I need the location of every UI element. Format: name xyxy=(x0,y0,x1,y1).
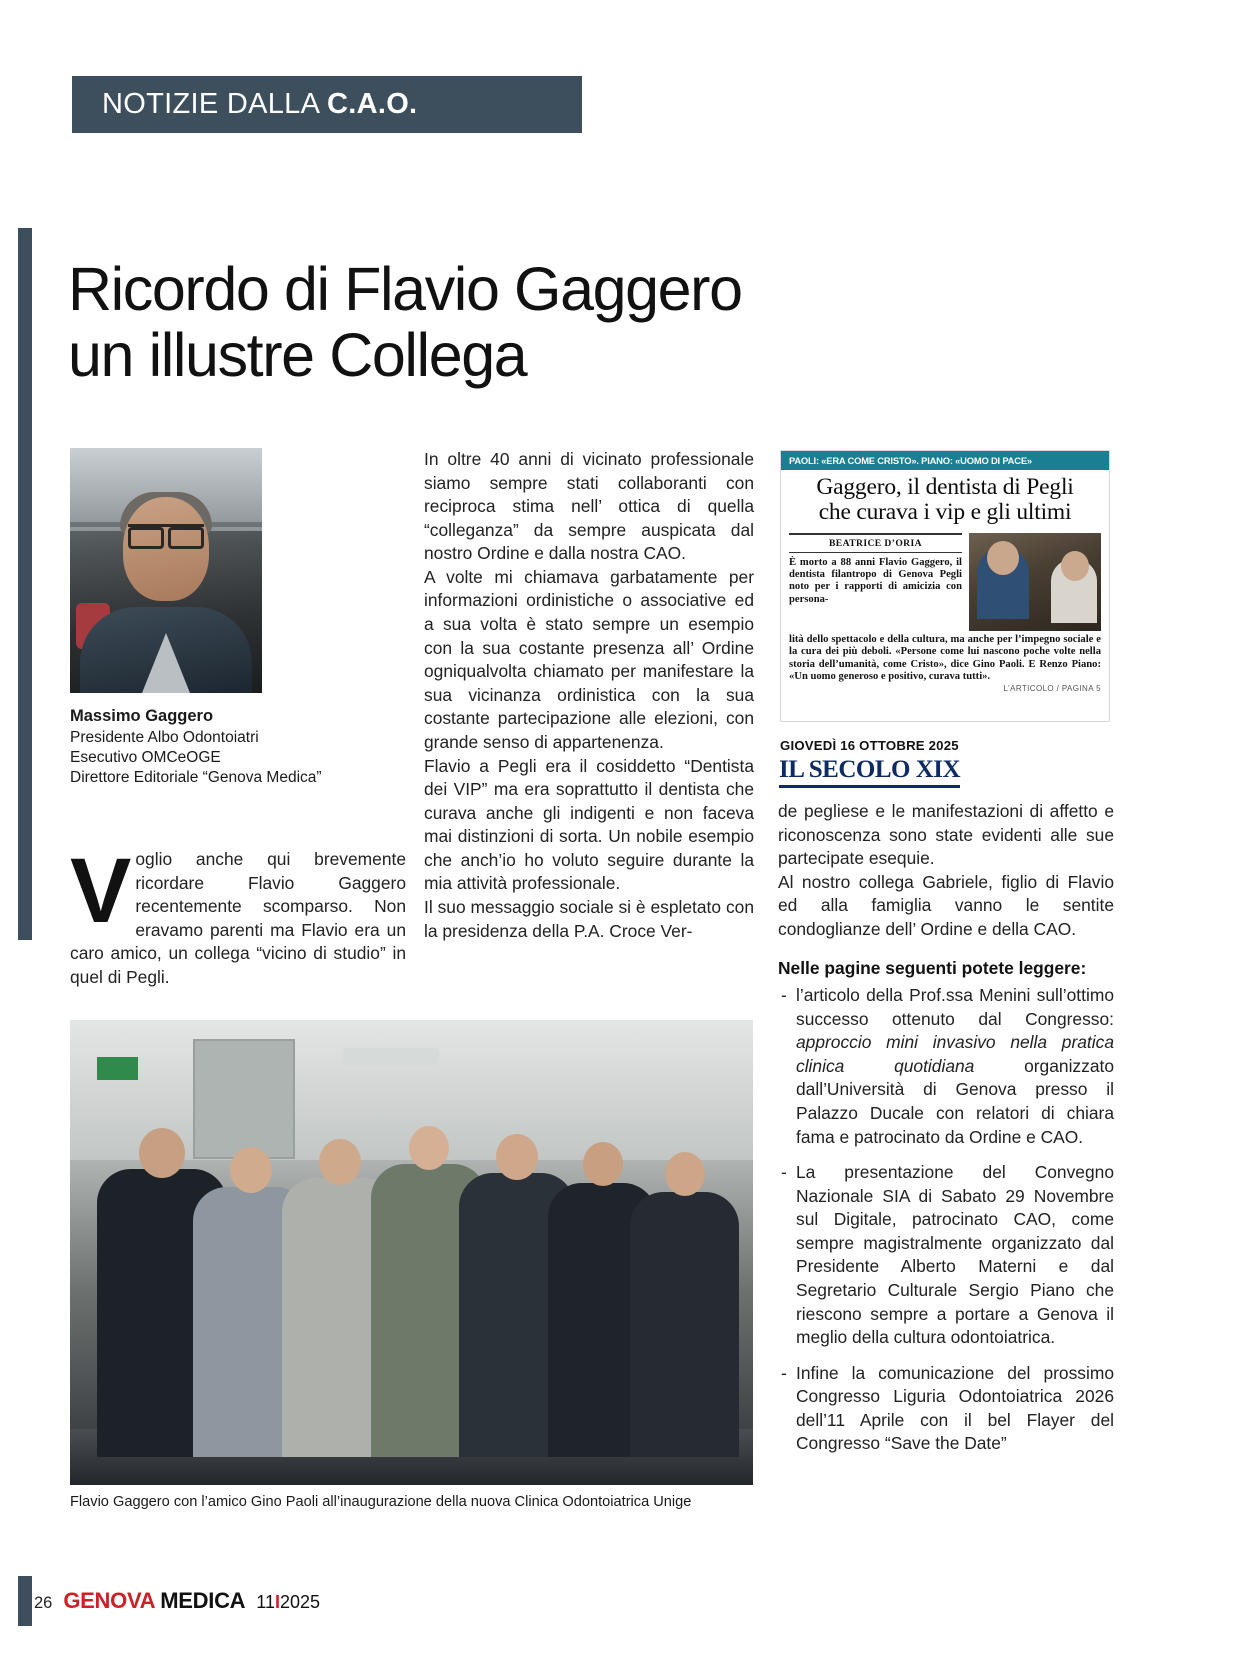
group-photo-head xyxy=(496,1134,538,1180)
group-photo-door xyxy=(193,1039,295,1160)
clipping-upper-block xyxy=(781,527,1109,631)
author-role-1: Presidente Albo Odontoiatri xyxy=(70,728,259,746)
clipping-date: GIOVEDÌ 16 OTTOBRE 2025 xyxy=(780,738,959,753)
group-photo-lamp xyxy=(343,1048,439,1067)
next-pages-lead-in: Nelle pagine seguenti potete leggere: xyxy=(778,958,1087,979)
left-accent-rule xyxy=(18,228,32,940)
page-footer xyxy=(34,1588,320,1614)
author-portrait-photo xyxy=(70,448,262,693)
article-right-paragraph-1: de pegliese e le manifestazioni di affetto e riconoscenza sono state evidenti alle sue partecipate esequie. xyxy=(778,801,1114,869)
group-photo-head xyxy=(409,1126,449,1170)
author-role-3: Direttore Editoriale “Genova Medica” xyxy=(70,769,322,787)
group-photo-caption: Flavio Gaggero con l’amico Gino Paoli all’inaugurazione della nuova Clinica Odontoiatrica Unige xyxy=(70,1494,692,1510)
clipping-headline-line-2: che curava i vip e gli ultimi xyxy=(818,498,1072,525)
article-left-paragraph: oglio anche qui brevemente ricordare Flavio Gaggero recentemente scomparso. Non eravamo parenti ma Flavio era un caro amico, un collega “vicino di studio” in quel di Pegli. xyxy=(70,849,406,987)
article-column-right xyxy=(778,800,1114,1468)
bullet-3-pre: Infine la comunicazione del prossimo Congresso Liguria Odontoiatrica 2026 dell’11 Aprile con il bel Flayer del Congresso “Save the Date” xyxy=(796,1362,1114,1454)
glasses-icon xyxy=(128,524,204,540)
article-column-center xyxy=(424,448,754,943)
issue-separator: I xyxy=(274,1592,280,1612)
section-banner-label xyxy=(102,88,417,121)
group-photo xyxy=(70,1020,753,1485)
next-pages-list xyxy=(778,984,1114,1456)
list-item xyxy=(778,1362,1114,1456)
clipping-author: BEATRICE D’ORIA xyxy=(789,533,962,553)
bullet-2-pre: La presentazione del Convegno Nazionale SIA di Sabato 29 Novembre sul Digitale, patrocinato CAO, come sempre magistralmente organizzato dal Presidente Alberto Materni e dal Segretario Culturale Sergio Piano che riescono sempre a portare a Genova il meglio della cultura odontoiatrica. xyxy=(796,1162,1114,1348)
author-name: Massimo Gaggero xyxy=(70,707,214,725)
bullet-1-pre: l’articolo della Prof.ssa Menini sull’ottimo successo ottenuto dal Congresso: xyxy=(796,985,1114,1029)
portrait-face xyxy=(123,497,209,601)
group-photo-head xyxy=(665,1152,705,1196)
newspaper-masthead: IL SECOLO XIX xyxy=(779,756,960,788)
page-title-line-1: Ricordo di Flavio Gaggero xyxy=(68,254,742,323)
magazine-logo xyxy=(63,1588,245,1614)
issue-year: 2025 xyxy=(279,1592,321,1612)
page-title-line-2: un illustre Collega xyxy=(68,321,527,390)
clipping-credit: L’ARTICOLO / PAGINA 5 xyxy=(1003,684,1101,694)
article-right-paragraph-2: Al nostro collega Gabriele, figlio di Flavio ed alla famiglia vanno le sentite condoglianze dell’ Ordine e della CAO. xyxy=(778,871,1114,939)
page-number: 26 xyxy=(34,1594,53,1612)
group-photo-person xyxy=(630,1192,739,1457)
list-item xyxy=(778,984,1114,1149)
section-banner-prefix: NOTIZIE DALLA xyxy=(102,88,327,120)
list-item xyxy=(778,1161,1114,1350)
clipping-kicker: PAOLI: «ERA COME CRISTO». PIANO: «UOMO DI PACE» xyxy=(781,451,1109,470)
article-center-paragraph-3: Flavio a Pegli era il cosiddetto “Dentista dei VIP” ma era soprattutto il dentista che curava anche gli indigenti e non faceva mai distinzioni di sorta. Un nobile esempio che anch’io ho voluto seguire durante la mia attività professionale. xyxy=(424,755,754,894)
exit-sign-icon xyxy=(97,1057,138,1080)
newspaper-clipping xyxy=(780,450,1110,722)
bullet-1-post: organizzato dall’Università di Genova presso il Palazzo Ducale con relatori di chiara fama e patrocinato da Ordine e CAO. xyxy=(796,1055,1114,1147)
magazine-logo-genova: GENOVA xyxy=(63,1588,155,1613)
section-banner-bold: C.A.O. xyxy=(327,88,418,120)
article-column-left xyxy=(70,840,406,989)
magazine-logo-medica: MEDICA xyxy=(160,1588,246,1613)
page-title xyxy=(68,256,1068,389)
group-photo-head xyxy=(583,1142,623,1186)
article-center-paragraph-4: Il suo messaggio sociale si è espletato con la presidenza della P.A. Croce Ver- xyxy=(424,896,754,941)
drop-cap: V xyxy=(70,840,132,942)
group-photo-head xyxy=(139,1128,185,1178)
clipping-photo-head-right xyxy=(1061,551,1089,581)
section-banner xyxy=(72,76,582,133)
footer-accent-rule xyxy=(18,1576,32,1626)
group-photo-head xyxy=(319,1139,361,1185)
author-role-2: Esecutivo OMCeOGE xyxy=(70,748,221,766)
clipping-photo xyxy=(969,533,1101,631)
clipping-headline-line-1: Gaggero, il dentista di Pegli xyxy=(816,474,1074,500)
article-center-paragraph-1: In oltre 40 anni di vicinato professionale siamo sempre stati collaboranti con reciproca stima nell’ ottica di quella “colleganza” da sempre auspicata dal nostro Ordine e dalla nostra CAO. xyxy=(424,449,754,564)
clipping-headline xyxy=(781,470,1109,527)
clipping-text-column xyxy=(789,533,962,631)
clipping-body-column: È morto a 88 anni Flavio Gaggero, il dentista filantropo di Genova Pegli noto per i rapporti di amicizia con persona- xyxy=(789,556,962,605)
group-photo-head xyxy=(230,1147,272,1193)
author-byline xyxy=(70,706,400,789)
article-center-paragraph-2: A volte mi chiamava garbatamente per informazioni ordinistiche o associative ed a sua volta è stato sempre un esempio con la sua costante presenza all’ Ordine ogniqualvolta chiamato per manifestare la sua vicinanza ordinistica con la sua costante partecipazione alle elezioni, con grande senso di appartenenza. xyxy=(424,566,754,752)
bullet-1-italic: approccio mini invasivo nella pratica clinica quotidiana xyxy=(796,1032,1114,1076)
clipping-photo-head-left xyxy=(987,541,1019,575)
issue-label xyxy=(256,1592,320,1613)
issue-month: 11 xyxy=(256,1592,275,1612)
clipping-body-wide: lità dello spettacolo e della cultura, ma anche per l’impegno sociale e la cura dei più deboli. «Persone come lui nascono poche volte nella storia dell’umanità, come Cristo», dice Gino Paoli. E Renzo Piano: «Un uomo generoso e positivo, curava tutti». xyxy=(789,633,1101,682)
